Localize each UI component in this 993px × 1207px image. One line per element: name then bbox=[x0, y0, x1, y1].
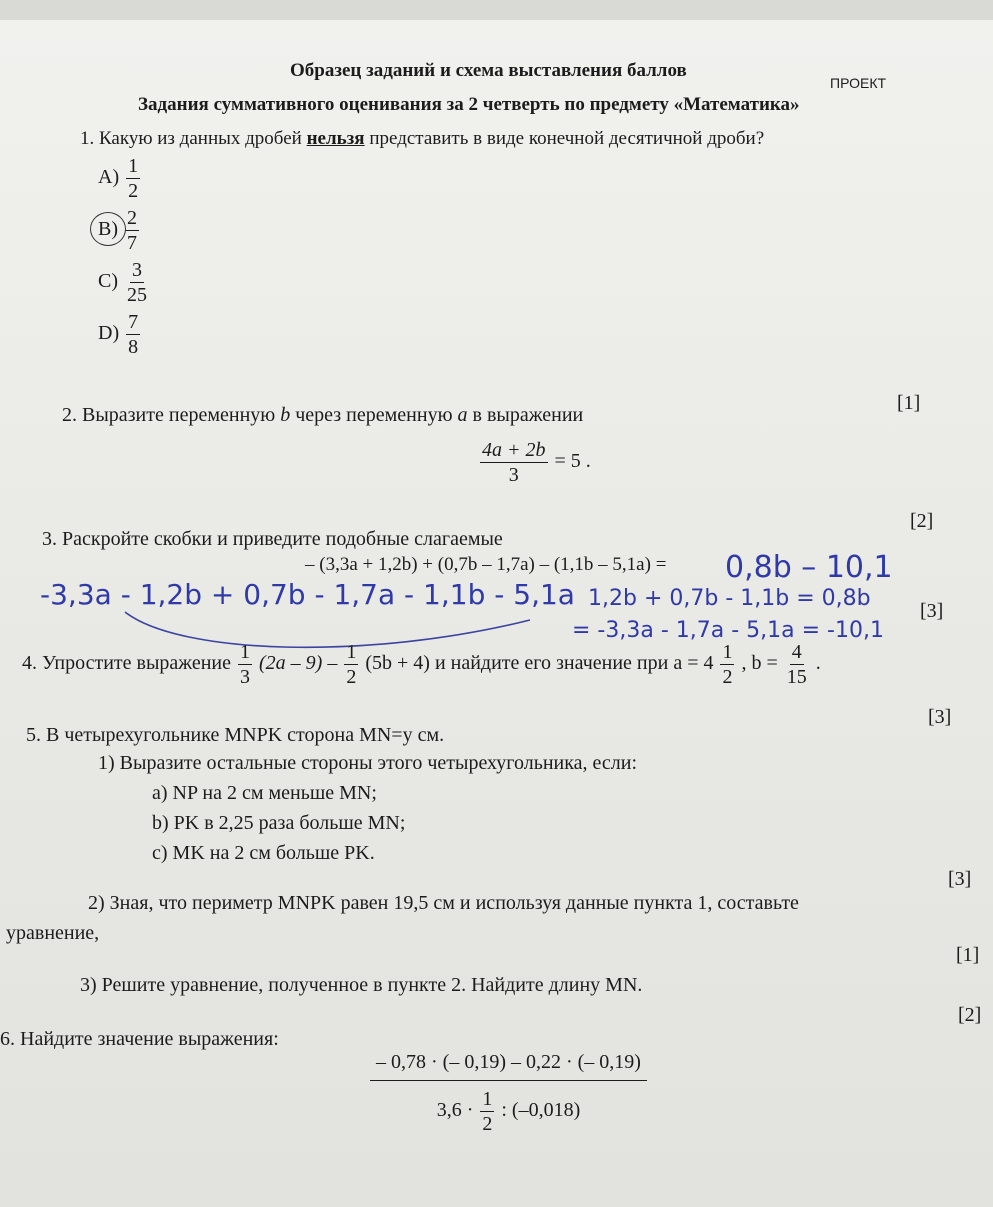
task5-sub1: 1) Выразите остальные стороны этого четырехугольника, если: bbox=[98, 752, 638, 774]
task5-item-c: c) MK на 2 см больше PK. bbox=[152, 842, 375, 864]
task2-score: [2] bbox=[910, 510, 934, 532]
page-title: Образец заданий и схема выставления баллов bbox=[290, 60, 687, 81]
task5-score-2: [1] bbox=[956, 944, 980, 966]
task1-option-d[interactable]: D) $\frac{7}{8}$ bbox=[98, 311, 139, 358]
task5-sub2-line1: 2) Зная, что периметр MNPK равен 19,5 см и используя данные пункта 1, составьте bbox=[88, 892, 799, 914]
task2-equation: $\frac{4a + 2b}{3}$ = 5 . bbox=[482, 439, 591, 486]
task6-expression: – 0,78 · (– 0,19) – 0,22 · (– 0,19) 3,6 · $\frac{1}{2}$ : (–0,018) bbox=[368, 1048, 649, 1134]
task1-option-a[interactable]: A) $\frac{1}{2}$ bbox=[98, 155, 139, 202]
task6-question: 6. Найдите значение выражения: bbox=[0, 1028, 279, 1050]
task5-score-3: [2] bbox=[958, 1004, 982, 1026]
handwritten-answer: 0,8b – 10,1 bbox=[725, 550, 893, 585]
circled-answer-mark: B) bbox=[98, 218, 118, 241]
project-badge: ПРОЕКТ bbox=[830, 75, 887, 91]
task5-item-a: a) NP на 2 см меньше MN; bbox=[152, 782, 377, 804]
worksheet-page bbox=[0, 20, 993, 1207]
handwritten-expansion: -3,3a - 1,2b + 0,7b - 1,7a - 1,1b - 5,1a bbox=[40, 578, 575, 611]
task4-question: 4. Упростите выражение $\frac{1}{3}$ (2a – 9) – $\frac{1}{2}$ (5b + 4) и найдите его значение при a = 4 $\frac{1}{2}$ , b = $\frac{4}{15}$ . bbox=[22, 641, 821, 688]
task3-score: [3] bbox=[920, 600, 944, 622]
handwritten-b-terms: 1,2b + 0,7b - 1,1b = 0,8b bbox=[588, 586, 871, 611]
page-subtitle: Задания суммативного оценивания за 2 четверть по предмету «Математика» bbox=[138, 94, 800, 115]
task5-sub3: 3) Решите уравнение, полученное в пункте 2. Найдите длину MN. bbox=[80, 974, 643, 996]
task1-option-c[interactable]: C) $\frac{3}{25}$ bbox=[98, 259, 147, 306]
handwritten-a-terms: = -3,3a - 1,7a - 5,1a = -10,1 bbox=[572, 618, 884, 643]
task3-expression: – (3,3a + 1,2b) + (0,7b – 1,7a) – (1,1b – 5,1a) = bbox=[305, 554, 667, 575]
task3-question: 3. Раскройте скобки и приведите подобные слагаемые bbox=[42, 528, 503, 550]
task2-question: 2. Выразите переменную b через переменную a в выражении bbox=[62, 404, 584, 426]
task5-item-b: b) PK в 2,25 раза больше MN; bbox=[152, 812, 406, 834]
task4-score: [3] bbox=[928, 706, 952, 728]
task5-score-1: [3] bbox=[948, 868, 972, 890]
task5-sub2-line2: уравнение, bbox=[6, 922, 100, 944]
task1-question: 1. Какую из данных дробей нельзя представить в виде конечной десятичной дроби? bbox=[80, 128, 765, 149]
task1-option-b[interactable]: B) $\frac{2}{7}$ bbox=[98, 208, 141, 253]
task5-question: 5. В четырехугольнике MNPK сторона MN=y см. bbox=[26, 724, 445, 746]
task1-score: [1] bbox=[897, 392, 921, 414]
